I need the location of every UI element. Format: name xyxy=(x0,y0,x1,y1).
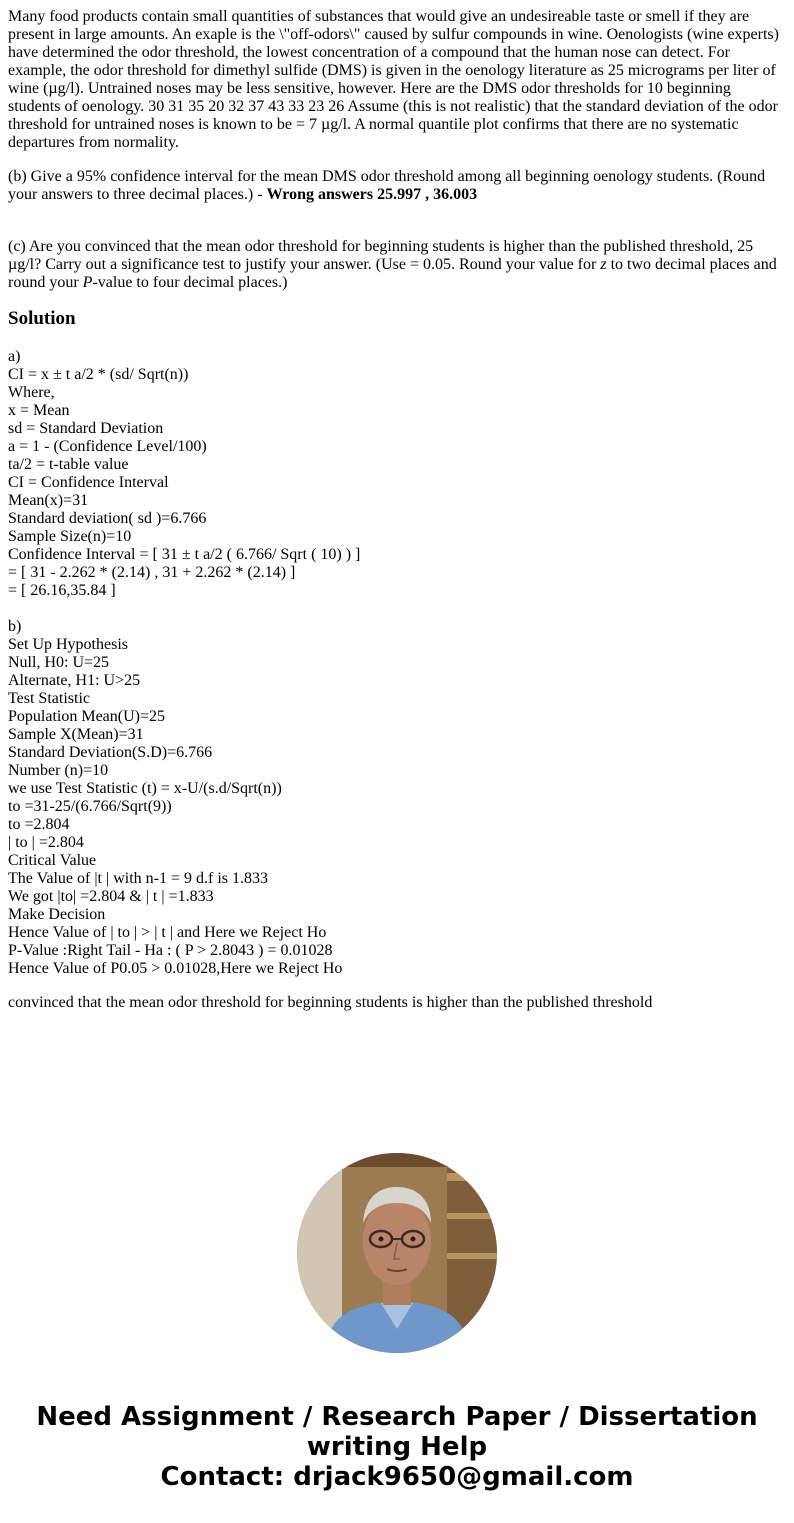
promo-line-1: Need Assignment / Research Paper / Dissertation xyxy=(36,1402,758,1432)
solution-line: to =31-25/(6.766/Sqrt(9)) xyxy=(8,798,172,815)
solution-line: We got |to| =2.804 & | t | =1.833 xyxy=(8,888,214,905)
solution-line: Standard deviation( sd )=6.766 xyxy=(8,510,207,527)
solution-line: = [ 26.16,35.84 ] xyxy=(8,582,116,599)
problem-part-c xyxy=(8,238,786,292)
author-avatar xyxy=(297,1153,497,1353)
solution-line: we use Test Statistic (t) = x-U/(s.d/Sqrt(n)) xyxy=(8,780,282,797)
part-c-z: z xyxy=(600,256,607,273)
problem-part-b xyxy=(8,168,786,204)
promo-contact: Contact: drjack9650@gmail.com xyxy=(160,1462,634,1492)
author-photo xyxy=(297,1153,497,1353)
solution-line: a = 1 - (Confidence Level/100) xyxy=(8,438,207,455)
solution-line: sd = Standard Deviation xyxy=(8,420,164,437)
part-c-text-3: -value to four decimal places.) xyxy=(92,274,288,291)
solution-line: Where, xyxy=(8,384,55,401)
document-content xyxy=(8,8,786,1028)
part-b-text: (b) Give a 95% confidence interval for the mean DMS odor threshold among all beginning oenology students. (Round your answers to three decimal places.) - xyxy=(8,168,766,203)
solution-line: Set Up Hypothesis xyxy=(8,636,128,653)
part-c-text-1: (c) Are you convinced that the mean odor threshold for beginning students is higher than the published threshold, 25 µg/l? Carry out a significance test to justify your answer. (Use = 0.05. Round your value for xyxy=(8,238,754,273)
solution-line: a) xyxy=(8,348,21,365)
solution-line: | to | =2.804 xyxy=(8,834,84,851)
solution-line: The Value of |t | with n-1 = 9 d.f is 1.833 xyxy=(8,870,268,887)
solution-line: Critical Value xyxy=(8,852,97,869)
solution-line: = [ 31 - 2.262 * (2.14) , 31 + 2.262 * (2.14) ] xyxy=(8,564,296,581)
solution-line: Hence Value of P0.05 > 0.01028,Here we Reject Ho xyxy=(8,960,343,977)
solution-line: Population Mean(U)=25 xyxy=(8,708,165,725)
solution-conclusion: convinced that the mean odor threshold for beginning students is higher than the published threshold xyxy=(8,994,653,1011)
solution-line: Mean(x)=31 xyxy=(8,492,89,509)
problem-intro: Many food products contain small quantities of substances that would give an undesireable taste or smell if they are present in large amounts. An exaple is the \"off-odors\" caused by sulfur compounds in wine. Oenologists (wine experts) have determined the odor threshold, the lowest concentration of a compound that the human nose can detect. For example, the odor threshold for dimethyl sulfide (DMS) is given in the oenology literature as 25 micrograms per liter of wine (µg/l). Untrained noses may be less sensitive, however. Here are the DMS odor thresholds for 10 beginning students of oenology. 30 31 35 20 32 37 43 33 23 26 Assume (this is not realistic) that the standard deviation of the odor threshold for untrained noses is known to be = 7 µg/l. A normal quantile plot confirms that there are no systematic departures from normality. xyxy=(8,8,779,151)
solution-line: Alternate, H1: U>25 xyxy=(8,672,141,689)
promo-footer xyxy=(0,1402,794,1492)
blank-line xyxy=(8,600,786,618)
part-b-wrong-answers: Wrong answers 25.997 , 36.003 xyxy=(266,186,478,203)
solution-part-b xyxy=(8,618,786,978)
solution-line: Null, H0: U=25 xyxy=(8,654,110,671)
solution-line: Sample Size(n)=10 xyxy=(8,528,132,545)
solution-line: Make Decision xyxy=(8,906,106,923)
solution-line: Standard Deviation(S.D)=6.766 xyxy=(8,744,213,761)
solution-part-a xyxy=(8,348,786,618)
solution-line: Test Statistic xyxy=(8,690,90,707)
solution-line: Number (n)=10 xyxy=(8,762,109,779)
solution-line: CI = Confidence Interval xyxy=(8,474,169,491)
solution-line: CI = x ± t a/2 * (sd/ Sqrt(n)) xyxy=(8,366,189,383)
solution-line: Sample X(Mean)=31 xyxy=(8,726,144,743)
solution-line: Confidence Interval = [ 31 ± t a/2 ( 6.766/ Sqrt ( 10) ) ] xyxy=(8,546,361,563)
solution-line: x = Mean xyxy=(8,402,70,419)
part-c-p: P xyxy=(82,274,93,291)
solution-line: Hence Value of | to | > | t | and Here we Reject Ho xyxy=(8,924,327,941)
part-c-text-2: to two decimal places and round your xyxy=(8,256,777,291)
spacer xyxy=(8,220,786,238)
solution-line: ta/2 = t-table value xyxy=(8,456,129,473)
solution-line: b) xyxy=(8,618,22,635)
solution-heading: Solution xyxy=(8,308,76,329)
promo-line-2: writing Help xyxy=(306,1432,488,1462)
solution-line: P-Value :Right Tail - Ha : ( P > 2.8043 ) = 0.01028 xyxy=(8,942,333,959)
solution-line: to =2.804 xyxy=(8,816,70,833)
